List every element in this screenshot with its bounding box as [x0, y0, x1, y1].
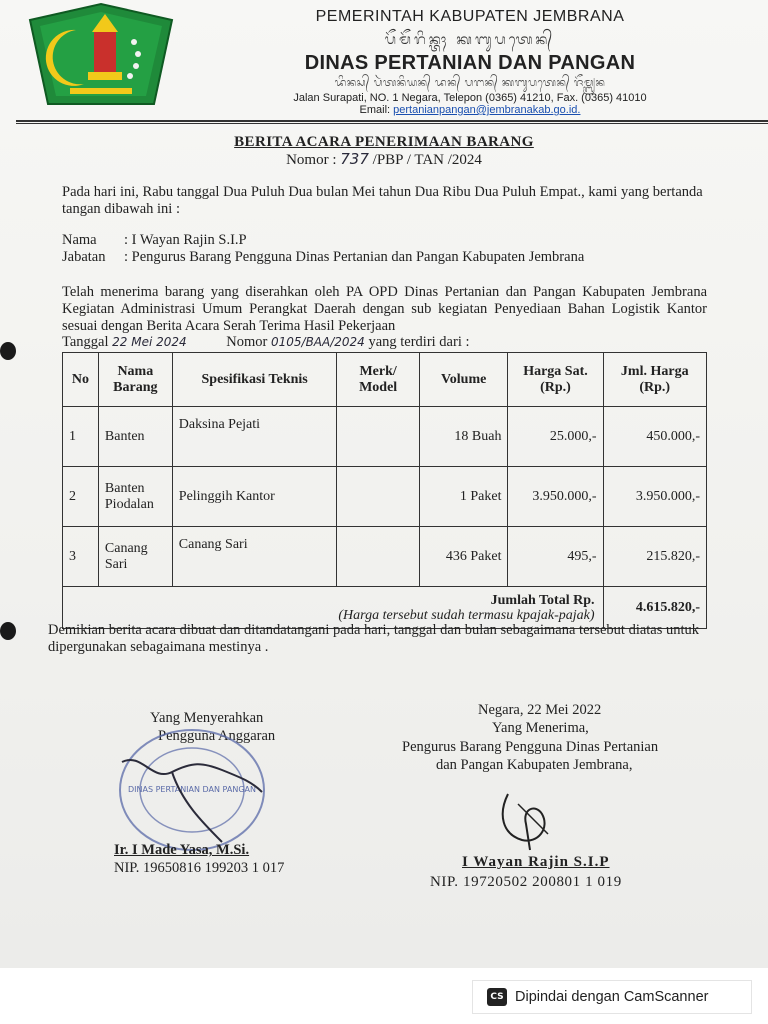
table-header-row: [63, 353, 707, 407]
cell-brand: [337, 407, 419, 467]
cell-unit-price: 3.950.000,-: [508, 467, 603, 527]
regency-logo-icon: [26, 2, 176, 106]
number-rest: /PBP / TAN /2024: [372, 152, 482, 168]
date-label: Tanggal: [62, 334, 109, 350]
cell-no: 2: [63, 467, 99, 527]
table-row: [63, 467, 707, 527]
cell-volume: 18 Buah: [419, 407, 508, 467]
ref-label: Nomor: [226, 334, 268, 350]
camscanner-footer: [472, 980, 752, 1014]
camscanner-label: Dipindai dengan CamScanner: [515, 989, 709, 1005]
right-sign-role2: Pengurus Barang Pengguna Dinas Pertanian: [402, 739, 659, 755]
official-stamp-icon: [112, 722, 272, 854]
name-value: : I Wayan Rajin S.I.P: [124, 232, 247, 248]
total-label: Jumlah Total Rp.: [490, 592, 595, 608]
department-name: DINAS PERTANIAN DAN PANGAN: [304, 52, 636, 74]
left-signer-name: Ir. I Made Yasa, M.Si.: [114, 842, 250, 858]
address: Jalan Surapati, NO. 1 Negara, Telepon (0365) 41210, Fax. (0365) 41010: [293, 92, 647, 104]
position-value: : Pengurus Barang Pengguna Dinas Pertanian dan Pangan Kabupaten Jembrana: [124, 249, 585, 265]
header-no: No: [63, 353, 99, 407]
letterhead-rule: [16, 120, 768, 122]
right-sign-role: Yang Menerima,: [492, 720, 589, 736]
ref-handwritten: 0105/BAA/2024: [270, 335, 365, 349]
number-handwritten: 737: [340, 150, 369, 168]
cell-total: 215.820,-: [603, 527, 707, 587]
date-handwritten: 22 Mei 2024: [112, 335, 187, 349]
cell-unit-price: 25.000,-: [508, 407, 603, 467]
cell-name: Banten Piodalan: [98, 467, 172, 527]
punch-hole: [0, 342, 16, 360]
email-line: [190, 104, 750, 116]
items-table: [62, 352, 707, 629]
table-row: [63, 407, 707, 467]
stamp-text: DINAS PERTANIAN DAN PANGAN: [128, 785, 256, 794]
cell-no: 3: [63, 527, 99, 587]
right-signer-nip: NIP. 19720502 200801 1 019: [430, 874, 622, 890]
place-date: Negara, 22 Mei 2022: [478, 702, 602, 718]
cell-brand: [337, 467, 419, 527]
position-label: Jabatan: [62, 249, 106, 265]
cell-spec: Pelinggih Kantor: [172, 467, 337, 527]
government-name: PEMERINTAH KABUPATEN JEMBRANA: [315, 8, 625, 25]
cell-volume: 436 Paket: [419, 527, 508, 587]
header-total: Jml. Harga (Rp.): [603, 353, 707, 407]
right-sign-role3: dan Pangan Kabupaten Jembrana,: [436, 757, 633, 773]
left-sign-role: Yang Menyerahkan: [150, 710, 264, 726]
cell-no: 1: [63, 407, 99, 467]
received-paragraph: Telah menerima barang yang diserahkan oleh PA OPD Dinas Pertanian dan Pangan Kabupaten Jembrana Kegiatan Administrasi Umum Perangkat Daerah dengan sub kegiatan Penyediaan Bahan Logistik Kantor sesuai dengan Berita Acara Serah Terima Hasil Pekerjaan: [62, 284, 707, 334]
punch-hole: [0, 622, 16, 640]
cell-brand: [337, 527, 419, 587]
total-note: (Harga tersebut sudah termasu kpajak-pajak): [338, 607, 595, 623]
header-spec: Spesifikasi Teknis: [172, 353, 337, 407]
cell-unit-price: 495,-: [508, 527, 603, 587]
name-label: Nama: [62, 232, 97, 248]
closing-paragraph: Demikian berita acara dibuat dan ditandatangani pada hari, tanggal dan bulan sebagaimana tersebut diatas untuk dipergunakan sebagaimana mestinya .: [48, 622, 700, 655]
cell-volume: 1 Paket: [419, 467, 508, 527]
ref-suffix: yang terdiri dari :: [368, 334, 470, 350]
header-volume: Volume: [419, 353, 508, 407]
balinese-script-line: ᬧᭂᬫᭂᬭᬶᬦ᭄ᬢᬄ ᬓᬩᬸᬧᬢᬾᬦ᭄: [384, 31, 556, 47]
signature-icon: [488, 784, 568, 854]
left-sign-role2: Pengguna Anggaran: [158, 728, 276, 744]
cell-spec: Canang Sari: [172, 527, 337, 587]
letterhead-rule: [16, 123, 768, 124]
date-reference-line: [62, 334, 470, 351]
header-name: Nama Barang: [98, 353, 172, 407]
number-label: Nomor :: [286, 152, 337, 168]
right-signer-name: I Wayan Rajin S.I.P: [462, 854, 610, 870]
cell-total: 3.950.000,-: [603, 467, 707, 527]
balinese-script-line: ᬤᬶᬦᬲ᭄ ᬧᬃᬢᬦᬶᬬᬦ᭄ ᬤᬦ᭄ ᬧᬗᬦ᭄ ᬓᬩᬸᬧᬢᬾᬦ᭄ ᬚᭂᬫ᭄ᬩ᭄ᬭᬦ: [334, 77, 606, 89]
email-label: Email:: [359, 104, 391, 116]
cell-name: Banten: [98, 407, 172, 467]
header-brand: Merk/ Model: [337, 353, 419, 407]
grand-total: 4.615.820,-: [603, 587, 707, 629]
document-title: BERITA ACARA PENERIMAAN BARANG: [234, 134, 534, 150]
header-unit-price: Harga Sat. (Rp.): [508, 353, 603, 407]
table-row: [63, 527, 707, 587]
left-signer-nip: NIP. 19650816 199203 1 017: [114, 860, 285, 876]
email-link[interactable]: pertanianpangan@jembranakab.go.id.: [393, 104, 581, 116]
cell-name: Canang Sari: [98, 527, 172, 587]
opening-paragraph: Pada hari ini, Rabu tanggal Dua Puluh Dua bulan Mei tahun Dua Ribu Dua Puluh Empat., kami yang bertanda tangan dibawah ini :: [62, 184, 703, 217]
cell-total: 450.000,-: [603, 407, 707, 467]
camscanner-icon: CS: [487, 988, 507, 1006]
document-number: [0, 150, 768, 169]
cell-spec: Daksina Pejati: [172, 407, 337, 467]
